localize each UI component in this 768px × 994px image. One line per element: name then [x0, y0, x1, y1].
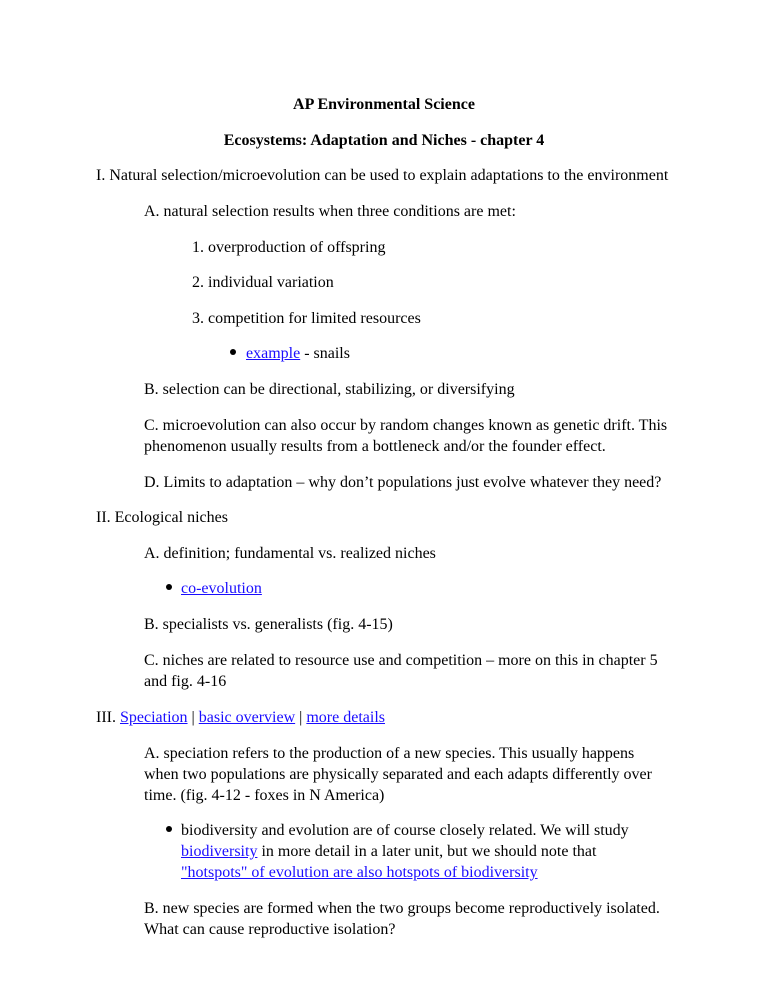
section-3-item-a-line-1: A. speciation refers to the production of a new species. This usually happens: [144, 745, 635, 762]
section-3-item-b-line-2: What can cause reproductive isolation?: [144, 921, 396, 938]
section-1-item-b: B. selection can be directional, stabilizing, or diversifying: [144, 381, 515, 398]
section-3-heading-prefix: III.: [96, 709, 120, 726]
hotspots-link[interactable]: "hotspots" of evolution are also hotspots of biodiversity: [181, 864, 538, 881]
bullet-icon: [230, 349, 236, 355]
section-2-item-b: B. specialists vs. generalists (fig. 4-15): [144, 616, 393, 633]
example-link[interactable]: example: [246, 345, 301, 362]
section-2-heading: II. Ecological niches: [96, 509, 228, 526]
section-3-heading: [96, 707, 385, 728]
biodiversity-link[interactable]: biodiversity: [181, 843, 258, 860]
separator: |: [295, 709, 307, 726]
section-1-item-c-line-1: C. microevolution can also occur by random changes known as genetic drift. This: [144, 417, 668, 434]
section-1-bullet-text: - snails: [300, 345, 350, 362]
speciation-link[interactable]: Speciation: [119, 709, 188, 726]
section-1-item-d: D. Limits to adaptation – why don’t populations just evolve whatever they need?: [144, 474, 662, 491]
section-3-bullet-line-1: biodiversity and evolution are of course closely related. We will study: [181, 822, 629, 839]
section-1-item-c-line-2: phenomenon usually results from a bottleneck and/or the founder effect.: [144, 438, 606, 455]
section-1-bullet: [246, 343, 350, 364]
section-2-item-c-line-1: C. niches are related to resource use and competition – more on this in chapter 5: [144, 652, 658, 669]
section-2-item-c-line-2: and fig. 4-16: [144, 673, 227, 690]
more-details-link[interactable]: more details: [306, 709, 385, 726]
section-2-item-a: A. definition; fundamental vs. realized niches: [144, 545, 436, 562]
section-3-bullet-line-3: [181, 862, 538, 883]
document-subtitle: Ecosystems: Adaptation and Niches - chapter 4: [223, 132, 545, 149]
section-2-bullet: [181, 578, 262, 599]
section-3-bullet-text: in more detail in a later unit, but we should note that: [257, 843, 597, 860]
separator: |: [187, 709, 199, 726]
bullet-icon: [166, 826, 172, 832]
section-3-item-a-line-2: when two populations are physically separated and each adapts differently over: [144, 766, 652, 783]
co-evolution-link[interactable]: co-evolution: [181, 580, 262, 597]
section-1-condition-3: 3. competition for limited resources: [192, 310, 421, 327]
section-1-condition-1: 1. overproduction of offspring: [192, 239, 386, 256]
basic-overview-link[interactable]: basic overview: [198, 709, 296, 726]
section-3-bullet-line-2: [181, 841, 596, 862]
bullet-icon: [166, 584, 172, 590]
section-3-item-a-line-3: time. (fig. 4-12 - foxes in N America): [144, 787, 385, 804]
section-1-heading: I. Natural selection/microevolution can be used to explain adaptations to the environment: [96, 167, 669, 184]
section-1-condition-2: 2. individual variation: [192, 274, 334, 291]
document-title: AP Environmental Science: [293, 96, 475, 113]
section-1-item-a: A. natural selection results when three conditions are met:: [144, 203, 516, 220]
section-3-item-b-line-1: B. new species are formed when the two groups become reproductively isolated.: [144, 900, 660, 917]
